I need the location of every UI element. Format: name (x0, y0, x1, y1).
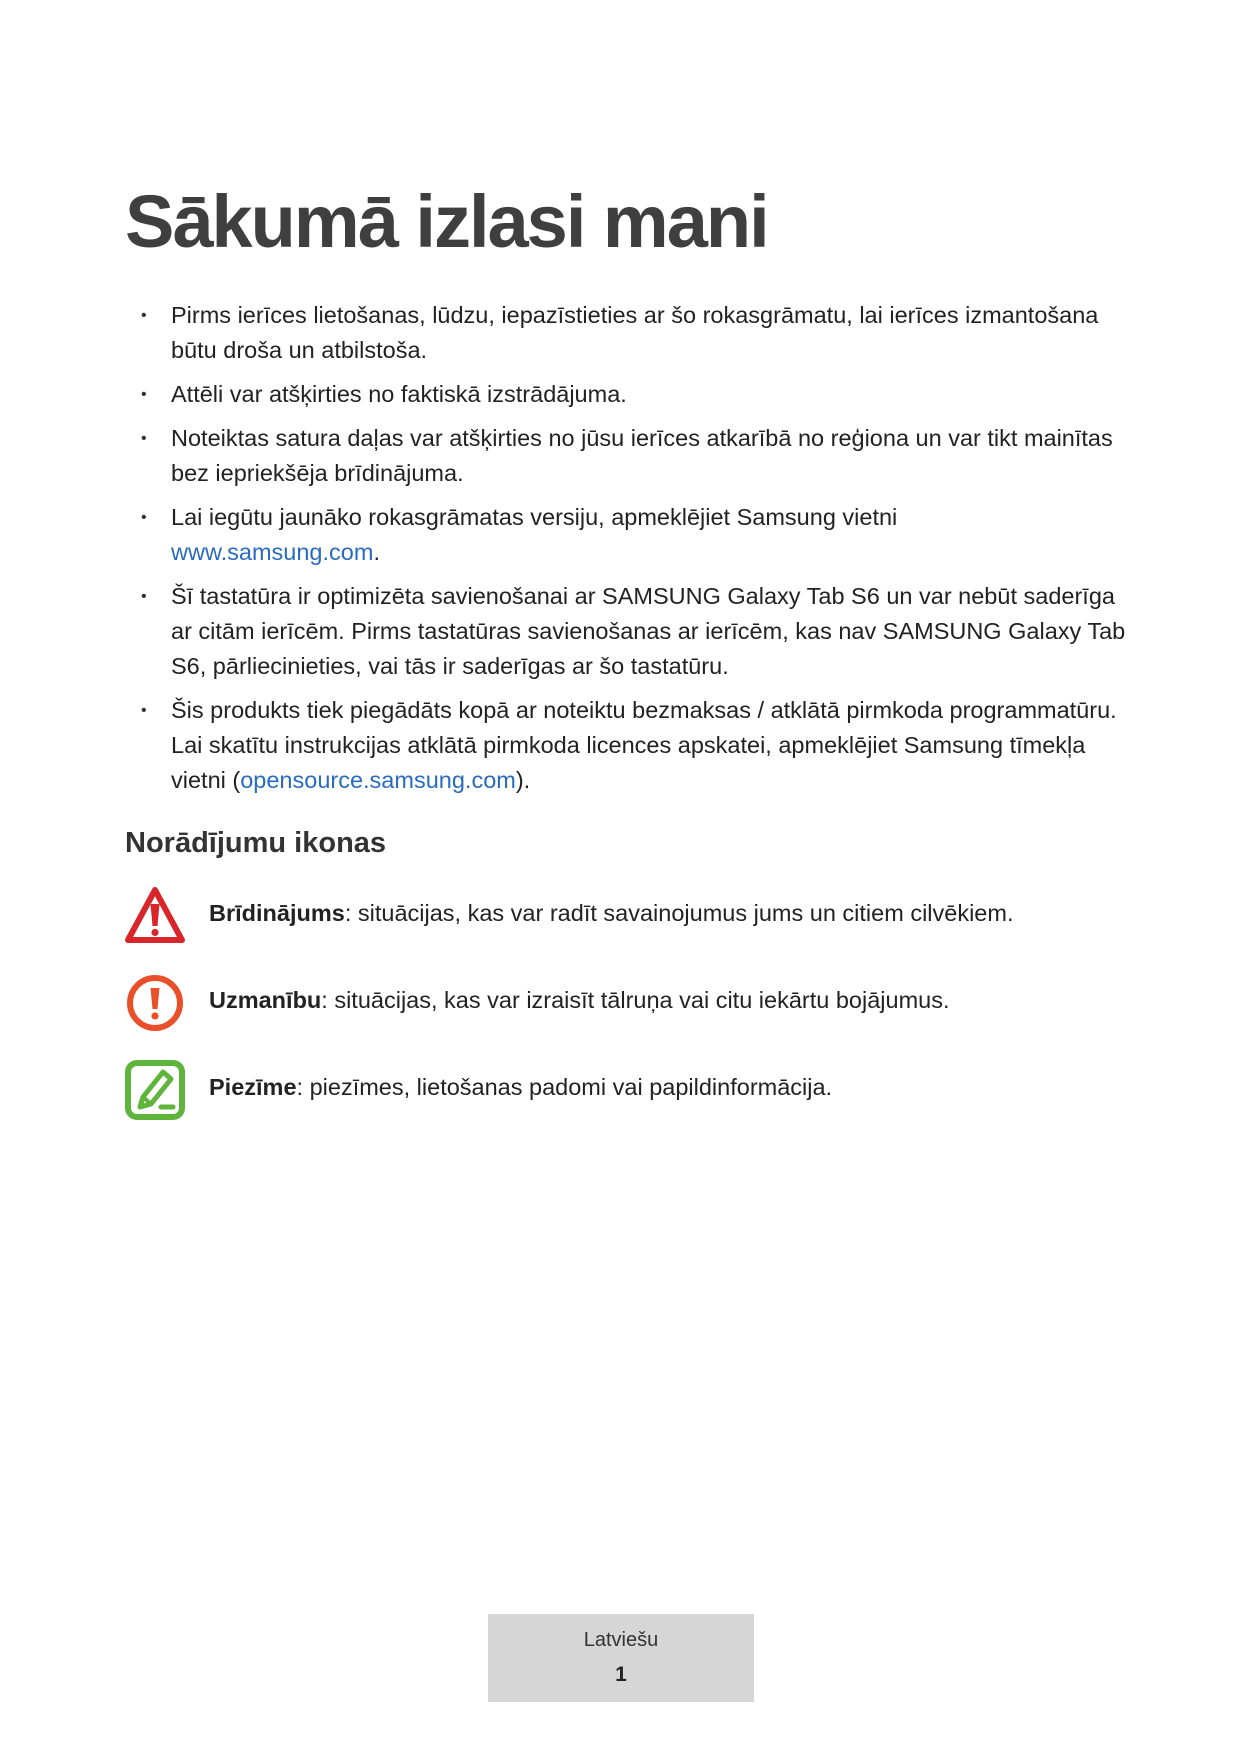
bullet-dot-icon: • (141, 588, 147, 605)
bullet-item (125, 298, 1135, 368)
bullet-text: Šis produkts tiek piegādāts kopā ar noteiktu bezmaksas / atklātā pirmkoda programmatūru. Lai skatītu instrukcijas atklātā pirmkoda licences apskatei, apmeklējiet Samsung tīmekļa vietni ( (171, 697, 1117, 793)
bullet-dot-icon: • (141, 307, 147, 324)
bullet-text: Šī tastatūra ir optimizēta savienošanai ar SAMSUNG Galaxy Tab S6 un var nebūt saderīga ar citām ierīcēm. Pirms tastatūras savienošanas ar ierīcēm, kas nav SAMSUNG Galaxy Tab S6, pārliecinieties, vai tās ir saderīgas ar šo tastatūru. (171, 583, 1126, 679)
caution-label: Uzmanību (209, 987, 322, 1013)
warning-description (209, 896, 1013, 930)
warning-desc: : situācijas, kas var radīt savainojumus jums un citiem cilvēkiem. (344, 900, 1014, 926)
icon-row-warning (125, 886, 1125, 950)
icon-row-caution (125, 973, 1125, 1037)
bullet-text: Attēli var atšķirties no faktiskā izstrādājuma. (171, 381, 627, 407)
bullet-item (125, 693, 1135, 798)
note-pencil-icon (125, 1060, 185, 1120)
caution-desc: : situācijas, kas var izraisīt tālruņa vai citu iekārtu bojājumus. (321, 987, 950, 1013)
bullet-list (125, 298, 1135, 807)
page-title: Sākumā izlasi mani (125, 180, 768, 263)
bullet-dot-icon: • (141, 386, 147, 403)
note-desc: : piezīmes, lietošanas padomi vai papildinformācija. (296, 1074, 833, 1100)
bullet-item (125, 421, 1135, 491)
bullet-dot-icon: • (141, 702, 147, 719)
footer-language: Latviešu (583, 1629, 659, 1651)
page-number: 1 (615, 1663, 627, 1686)
bullet-item (125, 500, 1135, 570)
caution-circle-icon (125, 973, 185, 1033)
bullet-text: Lai iegūtu jaunāko rokasgrāmatas versiju, apmeklējiet Samsung vietni (171, 504, 898, 530)
bullet-dot-icon: • (141, 509, 147, 526)
bullet-dot-icon: • (141, 430, 147, 447)
caution-description (209, 983, 950, 1017)
note-label: Piezīme (209, 1074, 297, 1100)
bullet-text-end: . (373, 539, 380, 565)
warning-label: Brīdinājums (209, 900, 345, 926)
note-description (209, 1070, 832, 1104)
bullet-item (125, 579, 1135, 684)
opensource-link[interactable]: opensource.samsung.com (240, 767, 516, 793)
warning-triangle-icon (125, 886, 185, 946)
icon-row-note (125, 1060, 1125, 1124)
bullet-text: Noteiktas satura daļas var atšķirties no jūsu ierīces atkarībā no reģiona un var tikt mainītas bez iepriekšēja brīdinājuma. (171, 425, 1113, 486)
samsung-website-link[interactable]: www.samsung.com (171, 539, 374, 565)
section-heading: Norādījumu ikonas (125, 827, 387, 859)
bullet-text-end: ). (515, 767, 531, 793)
bullet-item (125, 377, 1135, 412)
bullet-text: Pirms ierīces lietošanas, lūdzu, iepazīstieties ar šo rokasgrāmatu, lai ierīces izmantošana būtu droša un atbilstoša. (171, 302, 1099, 363)
page-footer (488, 1614, 754, 1702)
